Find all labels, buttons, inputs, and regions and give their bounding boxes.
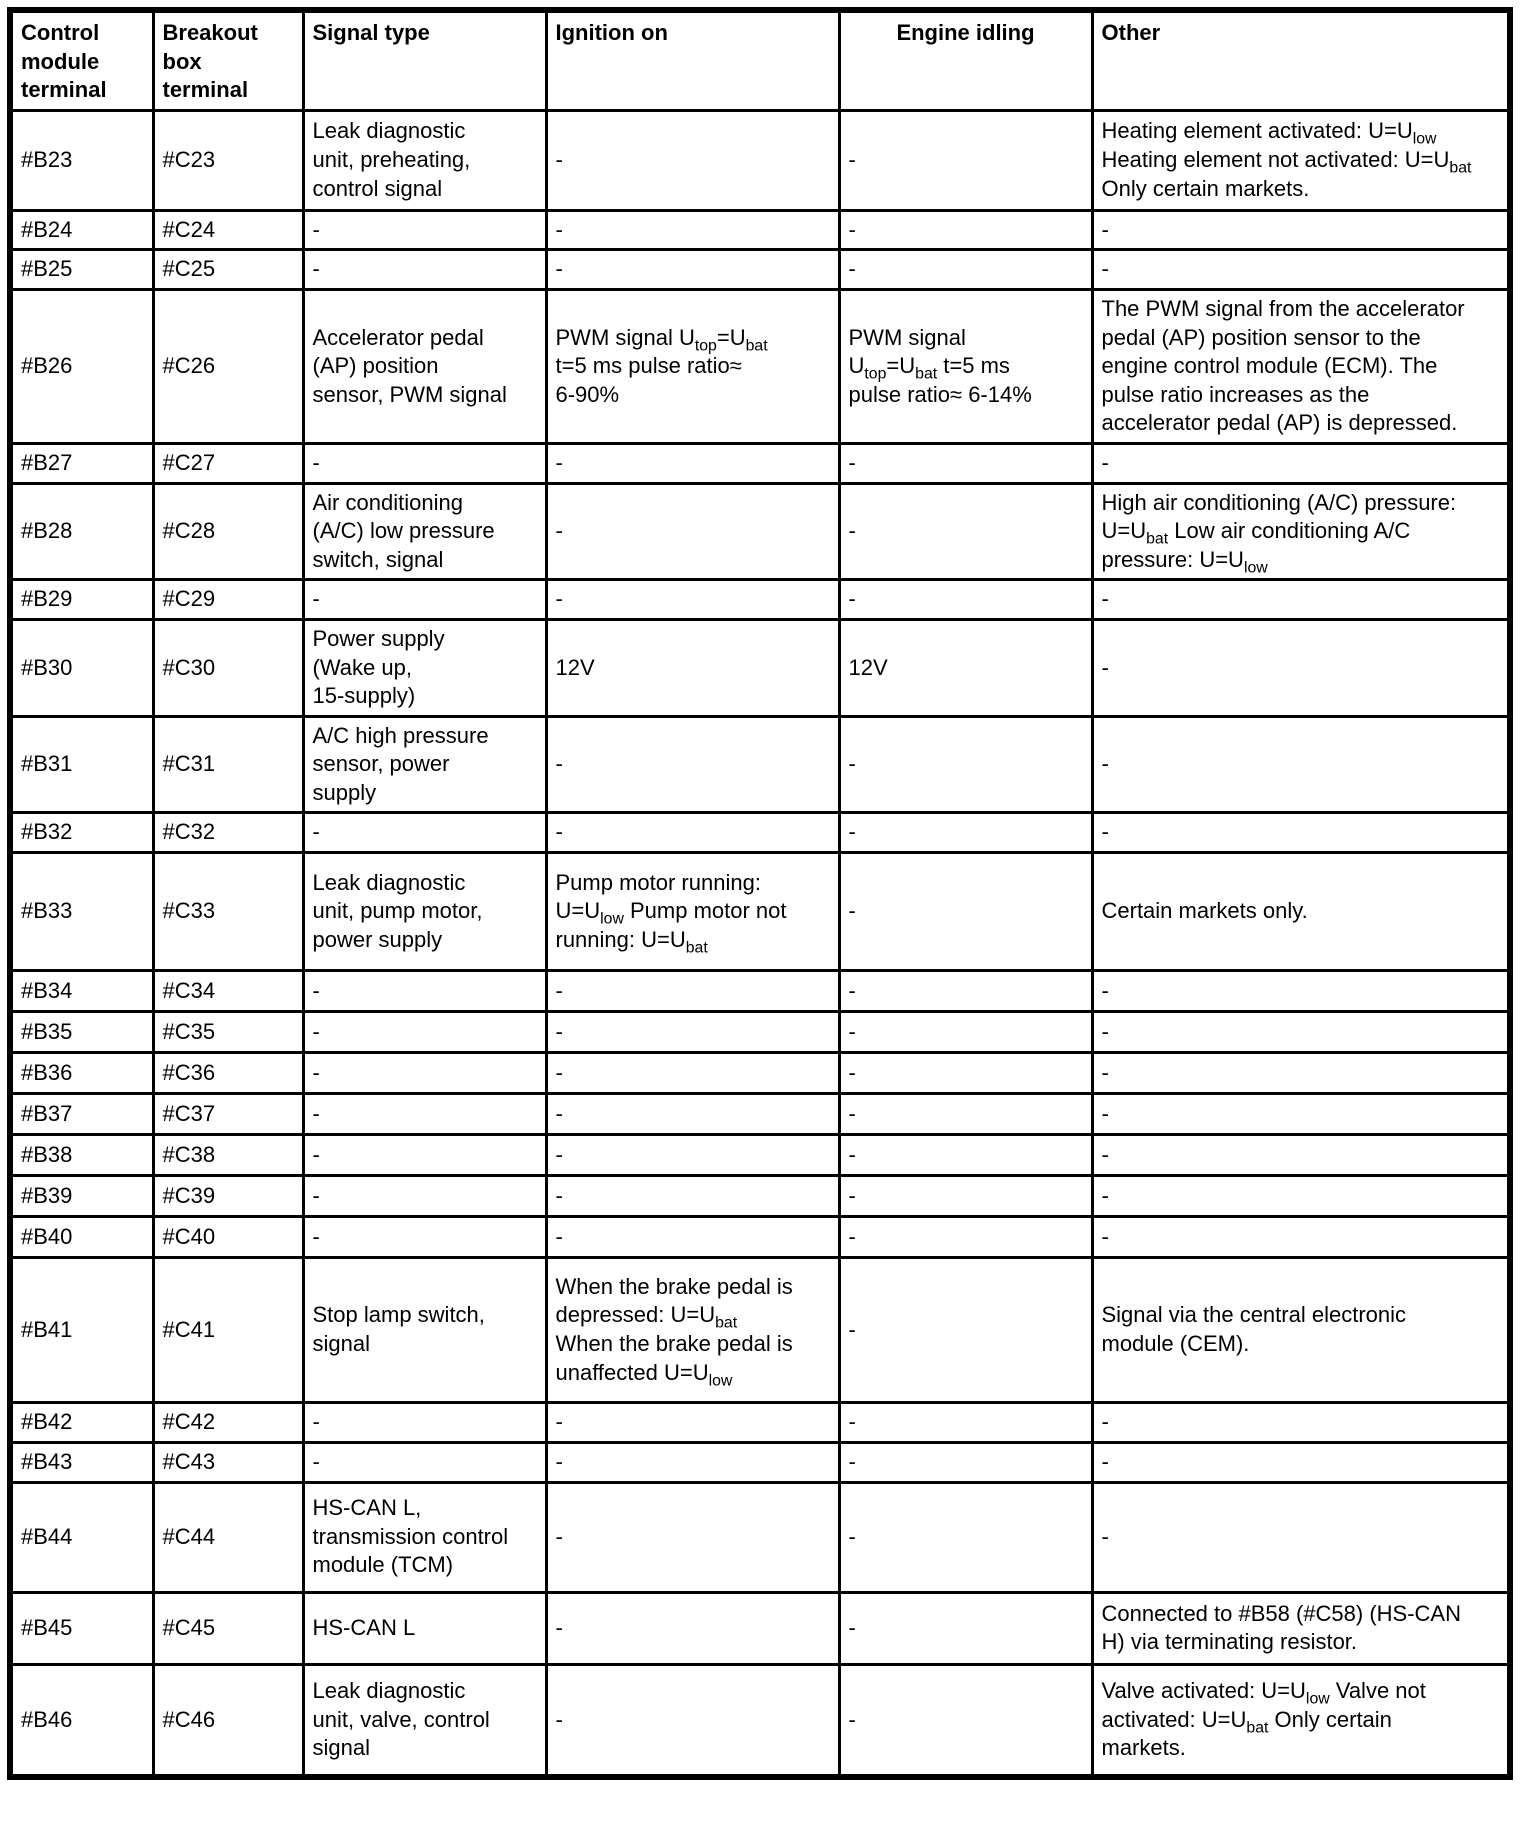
control-module-terminal-cell: #B38 — [10, 1135, 153, 1176]
engine-idling-cell: - — [839, 210, 1092, 250]
engine-idling-cell: - — [839, 483, 1092, 580]
breakout-box-terminal-cell: #C42 — [153, 1403, 303, 1443]
engine-idling-cell: - — [839, 1012, 1092, 1053]
breakout-box-terminal-cell: #C44 — [153, 1482, 303, 1592]
breakout-box-terminal-cell: #C30 — [153, 619, 303, 716]
signal-type-cell: Power supply (Wake up, 15-supply) — [303, 619, 546, 716]
table-row — [10, 1094, 1510, 1135]
other-cell: Valve activated: $U=U_{low}$ Valve not activated: $U=U_{bat}$ Only certain markets. — [1092, 1664, 1510, 1777]
engine-idling-cell: - — [839, 1094, 1092, 1135]
ignition-on-cell: - — [546, 580, 839, 620]
breakout-box-terminal-cell: #C33 — [153, 853, 303, 971]
ignition-on-cell: - — [546, 1012, 839, 1053]
table-row — [10, 1482, 1510, 1592]
other-cell: - — [1092, 443, 1510, 483]
ignition-on-cell: - — [546, 483, 839, 580]
signal-type-cell: - — [303, 971, 546, 1012]
engine-idling-cell: - — [839, 716, 1092, 813]
signal-type-cell: Leak diagnostic unit, preheating, control signal — [303, 110, 546, 210]
signal-type-cell: - — [303, 1012, 546, 1053]
ignition-on-cell: - — [546, 1094, 839, 1135]
engine-idling-cell: - — [839, 1482, 1092, 1592]
engine-idling-cell: - — [839, 1176, 1092, 1217]
signal-type-cell: - — [303, 1217, 546, 1258]
other-cell: - — [1092, 1053, 1510, 1094]
ignition-on-cell: - — [546, 110, 839, 210]
control-module-terminal-cell: #B26 — [10, 289, 153, 443]
ignition-on-cell: - — [546, 1403, 839, 1443]
other-cell: Connected to #B58 (#C58) (HS-CAN H) via terminating resistor. — [1092, 1592, 1510, 1664]
engine-idling-cell: - — [839, 1053, 1092, 1094]
engine-idling-cell: - — [839, 443, 1092, 483]
engine-idling-cell: - — [839, 1135, 1092, 1176]
col-header-control-module-terminal: Control module terminal — [10, 10, 153, 110]
table-row — [10, 853, 1510, 971]
engine-idling-cell: - — [839, 580, 1092, 620]
engine-idling-cell: - — [839, 1403, 1092, 1443]
control-module-terminal-cell: #B36 — [10, 1053, 153, 1094]
control-module-terminal-cell: #B42 — [10, 1403, 153, 1443]
ignition-on-cell: - — [546, 443, 839, 483]
breakout-box-terminal-cell: #C31 — [153, 716, 303, 813]
col-header-signal-type: Signal type — [303, 10, 546, 110]
control-module-terminal-cell: #B35 — [10, 1012, 153, 1053]
other-cell: - — [1092, 1482, 1510, 1592]
other-cell: - — [1092, 813, 1510, 853]
control-module-terminal-cell: #B30 — [10, 619, 153, 716]
control-module-terminal-cell: #B37 — [10, 1094, 153, 1135]
breakout-box-terminal-cell: #C36 — [153, 1053, 303, 1094]
other-cell: - — [1092, 1217, 1510, 1258]
breakout-box-terminal-cell: #C43 — [153, 1442, 303, 1482]
table-row — [10, 971, 1510, 1012]
signal-type-cell: A/C high pressure sensor, power supply — [303, 716, 546, 813]
ignition-on-cell: - — [546, 813, 839, 853]
table-body — [10, 110, 1510, 1777]
signal-type-cell: - — [303, 1176, 546, 1217]
table-row — [10, 1012, 1510, 1053]
other-cell: - — [1092, 971, 1510, 1012]
other-cell: Heating element activated: $U=U_{low}$ Heating element not activated: $U=U_{bat}$ Only certain markets. — [1092, 110, 1510, 210]
engine-idling-cell: - — [839, 853, 1092, 971]
control-module-terminal-cell: #B43 — [10, 1442, 153, 1482]
col-header-ignition-on: Ignition on — [546, 10, 839, 110]
ignition-on-cell: - — [546, 1217, 839, 1258]
breakout-box-terminal-cell: #C23 — [153, 110, 303, 210]
ignition-on-cell: - — [546, 1482, 839, 1592]
signal-type-cell: Stop lamp switch, signal — [303, 1258, 546, 1403]
ignition-on-cell: - — [546, 971, 839, 1012]
other-cell: - — [1092, 1176, 1510, 1217]
control-module-terminal-cell: #B34 — [10, 971, 153, 1012]
control-module-terminal-cell: #B32 — [10, 813, 153, 853]
other-cell: - — [1092, 250, 1510, 290]
signal-type-cell: - — [303, 813, 546, 853]
other-cell: - — [1092, 210, 1510, 250]
other-cell: - — [1092, 619, 1510, 716]
header-row — [10, 10, 1510, 110]
table-row — [10, 1217, 1510, 1258]
signal-type-cell: - — [303, 1135, 546, 1176]
terminal-signal-table — [7, 7, 1513, 1780]
breakout-box-terminal-cell: #C28 — [153, 483, 303, 580]
other-cell: The PWM signal from the accelerator pedal (AP) position sensor to the engine control module (ECM). The pulse ratio increases as the accelerator pedal (AP) is depressed. — [1092, 289, 1510, 443]
ignition-on-cell: - — [546, 1664, 839, 1777]
control-module-terminal-cell: #B40 — [10, 1217, 153, 1258]
control-module-terminal-cell: #B45 — [10, 1592, 153, 1664]
breakout-box-terminal-cell: #C29 — [153, 580, 303, 620]
control-module-terminal-cell: #B44 — [10, 1482, 153, 1592]
table-row — [10, 813, 1510, 853]
signal-type-cell: HS-CAN L, transmission control module (TCM) — [303, 1482, 546, 1592]
engine-idling-cell: - — [839, 110, 1092, 210]
engine-idling-cell: - — [839, 1217, 1092, 1258]
signal-type-cell: - — [303, 1053, 546, 1094]
table-row — [10, 1176, 1510, 1217]
engine-idling-cell: - — [839, 1664, 1092, 1777]
engine-idling-cell: - — [839, 813, 1092, 853]
signal-type-cell: - — [303, 443, 546, 483]
table-row — [10, 1258, 1510, 1403]
control-module-terminal-cell: #B31 — [10, 716, 153, 813]
table-row — [10, 483, 1510, 580]
breakout-box-terminal-cell: #C39 — [153, 1176, 303, 1217]
table-row — [10, 110, 1510, 210]
control-module-terminal-cell: #B29 — [10, 580, 153, 620]
engine-idling-cell: - — [839, 971, 1092, 1012]
other-cell: - — [1092, 716, 1510, 813]
breakout-box-terminal-cell: #C26 — [153, 289, 303, 443]
ignition-on-cell: PWM signal $U_{top}=U_{bat}$ t=5 ms pulse ratio≈ 6-90% — [546, 289, 839, 443]
breakout-box-terminal-cell: #C24 — [153, 210, 303, 250]
control-module-terminal-cell: #B39 — [10, 1176, 153, 1217]
table-row — [10, 443, 1510, 483]
signal-type-cell: Air conditioning (A/C) low pressure switch, signal — [303, 483, 546, 580]
control-module-terminal-cell: #B33 — [10, 853, 153, 971]
other-cell: Signal via the central electronic module (CEM). — [1092, 1258, 1510, 1403]
engine-idling-cell: - — [839, 1258, 1092, 1403]
other-cell: - — [1092, 580, 1510, 620]
signal-type-cell: Leak diagnostic unit, valve, control signal — [303, 1664, 546, 1777]
control-module-terminal-cell: #B41 — [10, 1258, 153, 1403]
ignition-on-cell: - — [546, 250, 839, 290]
control-module-terminal-cell: #B46 — [10, 1664, 153, 1777]
signal-type-cell: - — [303, 1442, 546, 1482]
col-header-engine-idling: Engine idling — [839, 10, 1092, 110]
ignition-on-cell: - — [546, 1592, 839, 1664]
engine-idling-cell: - — [839, 1592, 1092, 1664]
breakout-box-terminal-cell: #C40 — [153, 1217, 303, 1258]
table-row — [10, 716, 1510, 813]
table-row — [10, 1053, 1510, 1094]
table-row — [10, 1135, 1510, 1176]
table-row — [10, 1592, 1510, 1664]
other-cell: - — [1092, 1012, 1510, 1053]
engine-idling-cell: - — [839, 1442, 1092, 1482]
table-row — [10, 1664, 1510, 1777]
signal-type-cell: - — [303, 1403, 546, 1443]
breakout-box-terminal-cell: #C37 — [153, 1094, 303, 1135]
ignition-on-cell: - — [546, 1442, 839, 1482]
breakout-box-terminal-cell: #C46 — [153, 1664, 303, 1777]
breakout-box-terminal-cell: #C34 — [153, 971, 303, 1012]
signal-type-cell: HS-CAN L — [303, 1592, 546, 1664]
table-row — [10, 1403, 1510, 1443]
breakout-box-terminal-cell: #C35 — [153, 1012, 303, 1053]
signal-type-cell: Leak diagnostic unit, pump motor, power supply — [303, 853, 546, 971]
table-row — [10, 580, 1510, 620]
engine-idling-cell: 12V — [839, 619, 1092, 716]
control-module-terminal-cell: #B24 — [10, 210, 153, 250]
table-row — [10, 619, 1510, 716]
other-cell: - — [1092, 1135, 1510, 1176]
ignition-on-cell: When the brake pedal is depressed: $U=U_{bat}$ When the brake pedal is unaffected $U=U_{low}$ — [546, 1258, 839, 1403]
other-cell: - — [1092, 1094, 1510, 1135]
ignition-on-cell: Pump motor running: $U=U_{low}$ Pump motor not running: $U=U_{bat}$ — [546, 853, 839, 971]
table-row — [10, 210, 1510, 250]
breakout-box-terminal-cell: #C27 — [153, 443, 303, 483]
signal-type-cell: - — [303, 250, 546, 290]
breakout-box-terminal-cell: #C32 — [153, 813, 303, 853]
other-cell: - — [1092, 1403, 1510, 1443]
control-module-terminal-cell: #B23 — [10, 110, 153, 210]
table-row — [10, 250, 1510, 290]
ignition-on-cell: - — [546, 210, 839, 250]
table-row — [10, 289, 1510, 443]
breakout-box-terminal-cell: #C45 — [153, 1592, 303, 1664]
other-cell: Certain markets only. — [1092, 853, 1510, 971]
control-module-terminal-cell: #B25 — [10, 250, 153, 290]
signal-type-cell: - — [303, 210, 546, 250]
signal-type-cell: - — [303, 580, 546, 620]
ignition-on-cell: - — [546, 716, 839, 813]
signal-type-cell: - — [303, 1094, 546, 1135]
control-module-terminal-cell: #B28 — [10, 483, 153, 580]
breakout-box-terminal-cell: #C41 — [153, 1258, 303, 1403]
table-row — [10, 1442, 1510, 1482]
other-cell: High air conditioning (A/C) pressure: $U=U_{bat}$ Low air conditioning A/C pressure: $U=U_{low}$ — [1092, 483, 1510, 580]
engine-idling-cell: PWM signal $U_{top}=U_{bat}$ t=5 ms pulse ratio≈ 6-14% — [839, 289, 1092, 443]
col-header-breakout-box-terminal: Breakout box terminal — [153, 10, 303, 110]
other-cell: - — [1092, 1442, 1510, 1482]
ignition-on-cell: 12V — [546, 619, 839, 716]
breakout-box-terminal-cell: #C38 — [153, 1135, 303, 1176]
engine-idling-cell: - — [839, 250, 1092, 290]
ignition-on-cell: - — [546, 1135, 839, 1176]
ignition-on-cell: - — [546, 1176, 839, 1217]
signal-type-cell: Accelerator pedal (AP) position sensor, PWM signal — [303, 289, 546, 443]
control-module-terminal-cell: #B27 — [10, 443, 153, 483]
breakout-box-terminal-cell: #C25 — [153, 250, 303, 290]
ignition-on-cell: - — [546, 1053, 839, 1094]
col-header-other: Other — [1092, 10, 1510, 110]
